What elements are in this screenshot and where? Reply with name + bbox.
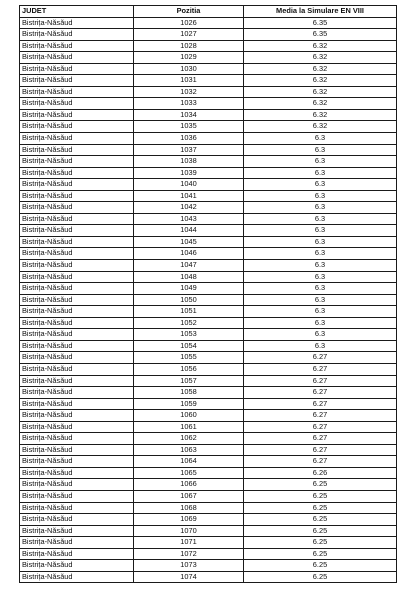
- cell-pozitia: 1038: [134, 156, 244, 168]
- cell-pozitia: 1061: [134, 421, 244, 433]
- table-row: [20, 375, 397, 387]
- cell-media: 6.35: [244, 29, 397, 41]
- cell-media: 6.26: [244, 467, 397, 479]
- cell-pozitia: 1031: [134, 75, 244, 87]
- cell-judet: Bistrița-Năsăud: [20, 340, 134, 352]
- table-row: [20, 502, 397, 514]
- cell-media: 6.3: [244, 317, 397, 329]
- cell-judet: Bistrița-Năsăud: [20, 133, 134, 145]
- table-row: [20, 52, 397, 64]
- table-row: [20, 514, 397, 526]
- cell-media: 6.27: [244, 375, 397, 387]
- cell-pozitia: 1026: [134, 17, 244, 29]
- cell-media: 6.3: [244, 179, 397, 191]
- cell-pozitia: 1058: [134, 387, 244, 399]
- cell-media: 6.25: [244, 514, 397, 526]
- cell-pozitia: 1052: [134, 317, 244, 329]
- table-row: [20, 560, 397, 572]
- cell-media: 6.3: [244, 133, 397, 145]
- table-row: [20, 98, 397, 110]
- table-row: [20, 121, 397, 133]
- document-page: [19, 5, 396, 583]
- cell-judet: Bistrița-Năsăud: [20, 283, 134, 295]
- table-row: [20, 190, 397, 202]
- table-row: [20, 225, 397, 237]
- cell-judet: Bistrița-Năsăud: [20, 514, 134, 526]
- table-row: [20, 283, 397, 295]
- cell-pozitia: 1059: [134, 398, 244, 410]
- cell-judet: Bistrița-Năsăud: [20, 202, 134, 214]
- cell-media: 6.3: [244, 190, 397, 202]
- cell-judet: Bistrița-Năsăud: [20, 479, 134, 491]
- table-row: [20, 410, 397, 422]
- cell-media: 6.32: [244, 52, 397, 64]
- cell-pozitia: 1035: [134, 121, 244, 133]
- cell-media: 6.32: [244, 75, 397, 87]
- cell-judet: Bistrița-Năsăud: [20, 444, 134, 456]
- cell-pozitia: 1055: [134, 352, 244, 364]
- table-row: [20, 236, 397, 248]
- cell-judet: Bistrița-Năsăud: [20, 456, 134, 468]
- cell-media: 6.27: [244, 387, 397, 399]
- table-row: [20, 213, 397, 225]
- cell-pozitia: 1069: [134, 514, 244, 526]
- table-body: [20, 17, 397, 583]
- cell-media: 6.25: [244, 571, 397, 583]
- cell-pozitia: 1051: [134, 306, 244, 318]
- cell-pozitia: 1074: [134, 571, 244, 583]
- cell-pozitia: 1043: [134, 213, 244, 225]
- cell-media: 6.27: [244, 444, 397, 456]
- cell-media: 6.3: [244, 294, 397, 306]
- cell-judet: Bistrița-Năsăud: [20, 410, 134, 422]
- cell-media: 6.27: [244, 410, 397, 422]
- cell-pozitia: 1047: [134, 260, 244, 272]
- cell-pozitia: 1056: [134, 363, 244, 375]
- table-header-row: [20, 6, 397, 18]
- cell-judet: Bistrița-Năsăud: [20, 75, 134, 87]
- cell-pozitia: 1067: [134, 490, 244, 502]
- cell-judet: Bistrița-Năsăud: [20, 98, 134, 110]
- cell-judet: Bistrița-Năsăud: [20, 260, 134, 272]
- results-table: [19, 5, 397, 583]
- cell-media: 6.27: [244, 363, 397, 375]
- table-row: [20, 306, 397, 318]
- table-row: [20, 29, 397, 41]
- cell-media: 6.3: [244, 271, 397, 283]
- cell-pozitia: 1068: [134, 502, 244, 514]
- cell-pozitia: 1037: [134, 144, 244, 156]
- table-row: [20, 329, 397, 341]
- cell-judet: Bistrița-Năsăud: [20, 387, 134, 399]
- cell-media: 6.25: [244, 490, 397, 502]
- table-row: [20, 421, 397, 433]
- table-row: [20, 167, 397, 179]
- cell-judet: Bistrița-Năsăud: [20, 236, 134, 248]
- cell-media: 6.32: [244, 109, 397, 121]
- cell-pozitia: 1073: [134, 560, 244, 572]
- table-row: [20, 340, 397, 352]
- cell-pozitia: 1066: [134, 479, 244, 491]
- cell-pozitia: 1048: [134, 271, 244, 283]
- cell-media: 6.25: [244, 502, 397, 514]
- cell-judet: Bistrița-Năsăud: [20, 179, 134, 191]
- table-row: [20, 352, 397, 364]
- cell-judet: Bistrița-Năsăud: [20, 213, 134, 225]
- cell-media: 6.3: [244, 144, 397, 156]
- cell-pozitia: 1071: [134, 537, 244, 549]
- cell-media: 6.3: [244, 306, 397, 318]
- cell-pozitia: 1039: [134, 167, 244, 179]
- cell-pozitia: 1032: [134, 86, 244, 98]
- cell-judet: Bistrița-Năsăud: [20, 433, 134, 445]
- table-row: [20, 433, 397, 445]
- table-row: [20, 537, 397, 549]
- header-pozitia: Pozitia: [134, 6, 244, 18]
- cell-judet: Bistrița-Năsăud: [20, 271, 134, 283]
- cell-judet: Bistrița-Năsăud: [20, 225, 134, 237]
- table-row: [20, 294, 397, 306]
- cell-pozitia: 1044: [134, 225, 244, 237]
- cell-pozitia: 1033: [134, 98, 244, 110]
- cell-pozitia: 1064: [134, 456, 244, 468]
- cell-judet: Bistrița-Năsăud: [20, 294, 134, 306]
- cell-media: 6.32: [244, 40, 397, 52]
- cell-pozitia: 1070: [134, 525, 244, 537]
- table-row: [20, 179, 397, 191]
- cell-media: 6.3: [244, 225, 397, 237]
- cell-pozitia: 1028: [134, 40, 244, 52]
- table-row: [20, 525, 397, 537]
- cell-media: 6.3: [244, 156, 397, 168]
- cell-media: 6.25: [244, 479, 397, 491]
- header-judet: JUDET: [20, 6, 134, 18]
- cell-pozitia: 1054: [134, 340, 244, 352]
- cell-judet: Bistrița-Năsăud: [20, 40, 134, 52]
- cell-judet: Bistrița-Năsăud: [20, 560, 134, 572]
- cell-media: 6.32: [244, 63, 397, 75]
- cell-judet: Bistrița-Năsăud: [20, 490, 134, 502]
- table-row: [20, 17, 397, 29]
- cell-media: 6.25: [244, 525, 397, 537]
- table-row: [20, 317, 397, 329]
- cell-judet: Bistrița-Năsăud: [20, 248, 134, 260]
- cell-pozitia: 1040: [134, 179, 244, 191]
- cell-pozitia: 1050: [134, 294, 244, 306]
- cell-media: 6.27: [244, 398, 397, 410]
- cell-judet: Bistrița-Năsăud: [20, 502, 134, 514]
- cell-media: 6.27: [244, 433, 397, 445]
- cell-pozitia: 1041: [134, 190, 244, 202]
- table-row: [20, 144, 397, 156]
- cell-media: 6.3: [244, 340, 397, 352]
- table-row: [20, 398, 397, 410]
- cell-judet: Bistrița-Năsăud: [20, 29, 134, 41]
- cell-media: 6.35: [244, 17, 397, 29]
- cell-judet: Bistrița-Năsăud: [20, 467, 134, 479]
- table-row: [20, 40, 397, 52]
- table-row: [20, 156, 397, 168]
- table-row: [20, 75, 397, 87]
- table-row: [20, 86, 397, 98]
- cell-pozitia: 1065: [134, 467, 244, 479]
- cell-media: 6.3: [244, 283, 397, 295]
- cell-media: 6.25: [244, 548, 397, 560]
- table-row: [20, 548, 397, 560]
- cell-judet: Bistrița-Năsăud: [20, 17, 134, 29]
- table-row: [20, 133, 397, 145]
- cell-judet: Bistrița-Năsăud: [20, 363, 134, 375]
- table-row: [20, 387, 397, 399]
- table-row: [20, 109, 397, 121]
- cell-media: 6.27: [244, 352, 397, 364]
- table-row: [20, 260, 397, 272]
- cell-pozitia: 1046: [134, 248, 244, 260]
- cell-media: 6.25: [244, 537, 397, 549]
- cell-judet: Bistrița-Năsăud: [20, 548, 134, 560]
- header-media: Media la Simulare EN VIII: [244, 6, 397, 18]
- table-row: [20, 63, 397, 75]
- cell-judet: Bistrița-Năsăud: [20, 167, 134, 179]
- cell-media: 6.25: [244, 560, 397, 572]
- table-row: [20, 363, 397, 375]
- cell-judet: Bistrița-Năsăud: [20, 571, 134, 583]
- cell-judet: Bistrița-Năsăud: [20, 156, 134, 168]
- cell-media: 6.3: [244, 236, 397, 248]
- cell-pozitia: 1057: [134, 375, 244, 387]
- cell-pozitia: 1036: [134, 133, 244, 145]
- cell-pozitia: 1063: [134, 444, 244, 456]
- cell-media: 6.32: [244, 121, 397, 133]
- cell-pozitia: 1049: [134, 283, 244, 295]
- cell-media: 6.3: [244, 248, 397, 260]
- cell-judet: Bistrița-Năsăud: [20, 375, 134, 387]
- cell-pozitia: 1045: [134, 236, 244, 248]
- table-row: [20, 202, 397, 214]
- cell-judet: Bistrița-Năsăud: [20, 398, 134, 410]
- cell-pozitia: 1042: [134, 202, 244, 214]
- cell-judet: Bistrița-Năsăud: [20, 421, 134, 433]
- cell-pozitia: 1053: [134, 329, 244, 341]
- table-row: [20, 490, 397, 502]
- cell-media: 6.32: [244, 98, 397, 110]
- table-row: [20, 444, 397, 456]
- table-row: [20, 571, 397, 583]
- cell-judet: Bistrița-Năsăud: [20, 537, 134, 549]
- cell-pozitia: 1060: [134, 410, 244, 422]
- cell-judet: Bistrița-Năsăud: [20, 121, 134, 133]
- cell-judet: Bistrița-Năsăud: [20, 525, 134, 537]
- cell-pozitia: 1072: [134, 548, 244, 560]
- cell-judet: Bistrița-Năsăud: [20, 306, 134, 318]
- cell-media: 6.27: [244, 456, 397, 468]
- cell-media: 6.32: [244, 86, 397, 98]
- cell-pozitia: 1027: [134, 29, 244, 41]
- cell-media: 6.3: [244, 260, 397, 272]
- cell-judet: Bistrița-Năsăud: [20, 329, 134, 341]
- table-row: [20, 248, 397, 260]
- table-row: [20, 479, 397, 491]
- cell-pozitia: 1029: [134, 52, 244, 64]
- cell-judet: Bistrița-Năsăud: [20, 63, 134, 75]
- cell-judet: Bistrița-Năsăud: [20, 52, 134, 64]
- cell-media: 6.27: [244, 421, 397, 433]
- cell-media: 6.3: [244, 167, 397, 179]
- cell-judet: Bistrița-Năsăud: [20, 109, 134, 121]
- table-row: [20, 456, 397, 468]
- cell-media: 6.3: [244, 213, 397, 225]
- cell-judet: Bistrița-Năsăud: [20, 190, 134, 202]
- cell-media: 6.3: [244, 202, 397, 214]
- cell-pozitia: 1030: [134, 63, 244, 75]
- cell-media: 6.3: [244, 329, 397, 341]
- cell-judet: Bistrița-Năsăud: [20, 86, 134, 98]
- table-row: [20, 271, 397, 283]
- cell-judet: Bistrița-Năsăud: [20, 352, 134, 364]
- cell-pozitia: 1034: [134, 109, 244, 121]
- cell-pozitia: 1062: [134, 433, 244, 445]
- table-row: [20, 467, 397, 479]
- cell-judet: Bistrița-Năsăud: [20, 144, 134, 156]
- cell-judet: Bistrița-Năsăud: [20, 317, 134, 329]
